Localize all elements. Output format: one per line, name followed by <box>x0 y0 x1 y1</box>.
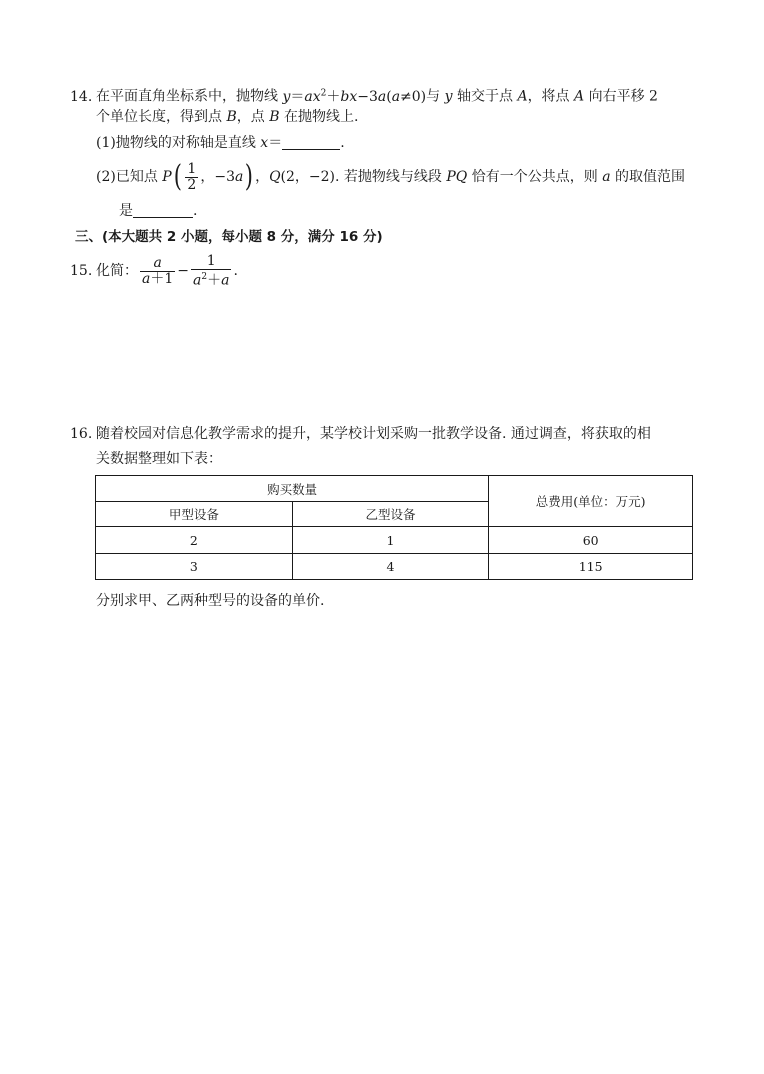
header-total-cost: 总费用(单位：万元) <box>489 476 693 527</box>
fraction-a-over-a-plus-1: $\frac{a}{a+1}$ <box>142 254 174 287</box>
table-cell: 2 <box>96 527 293 554</box>
q15-line: 15. 化简： $\frac{a}{a+1}$ − $\frac{1}{a^2+a}$ . <box>70 252 238 289</box>
answer-blank[interactable] <box>282 135 340 150</box>
table-cell: 4 <box>292 554 489 580</box>
q15-number: 15. <box>70 263 93 279</box>
q14-parabola-equation: $y=ax^2+bx-3a(a\ne 0)$ <box>282 88 427 105</box>
q14-number: 14. <box>70 88 93 105</box>
q14-part-1: (1)抛物线的对称轴是直线 x＝ . <box>96 135 345 151</box>
right-paren: ) <box>245 159 254 194</box>
q14-line-1: 14. 在平面直角坐标系中，抛物线 $y=ax^2+bx-3a(a\ne 0)$与 y 轴交于点 A，将点 A 向右平移 2 <box>70 88 658 105</box>
table-cell: 60 <box>489 527 693 554</box>
table-cell: 1 <box>292 527 489 554</box>
fraction-one-half: $\frac{1}{2}$ <box>187 160 197 193</box>
q14-part-2-line-2: 是 . <box>119 203 198 219</box>
q14-part-2: (2)已知点 P( $\frac{1}{2}$ ，−3a) ，Q(2，−2). 若抛物线与线段 PQ 恰有一个公共点，则 a 的取值范围 <box>96 159 685 194</box>
table-row <box>96 527 693 554</box>
table-row <box>96 554 693 580</box>
header-type-b: 乙型设备 <box>292 502 489 527</box>
q16-line-2: 关数据整理如下表： <box>96 451 222 467</box>
left-paren: ( <box>173 159 182 194</box>
fraction-1-over-a-squared-plus-a: $\frac{1}{a^2+a}$ <box>193 252 230 289</box>
section-heading: 三、(本大题共 2 小题，每小题 8 分，满分 16 分) <box>75 229 383 245</box>
table-cell: 3 <box>96 554 293 580</box>
q16-line-1: 16. 随着校园对信息化教学需求的提升，某学校计划采购一批教学设备. 通过调查，将获取的相 <box>70 426 651 442</box>
q16-number: 16. <box>70 426 93 442</box>
q16-question: 分别求甲、乙两种型号的设备的单价. <box>96 593 325 609</box>
answer-blank[interactable] <box>133 203 193 218</box>
purchase-data-table <box>95 475 693 580</box>
table-cell: 115 <box>489 554 693 580</box>
q14-line-2: 个单位长度，得到点 B，点 B 在抛物线上. <box>96 109 359 125</box>
header-type-a: 甲型设备 <box>96 502 293 527</box>
header-purchase-quantity: 购买数量 <box>96 476 489 502</box>
